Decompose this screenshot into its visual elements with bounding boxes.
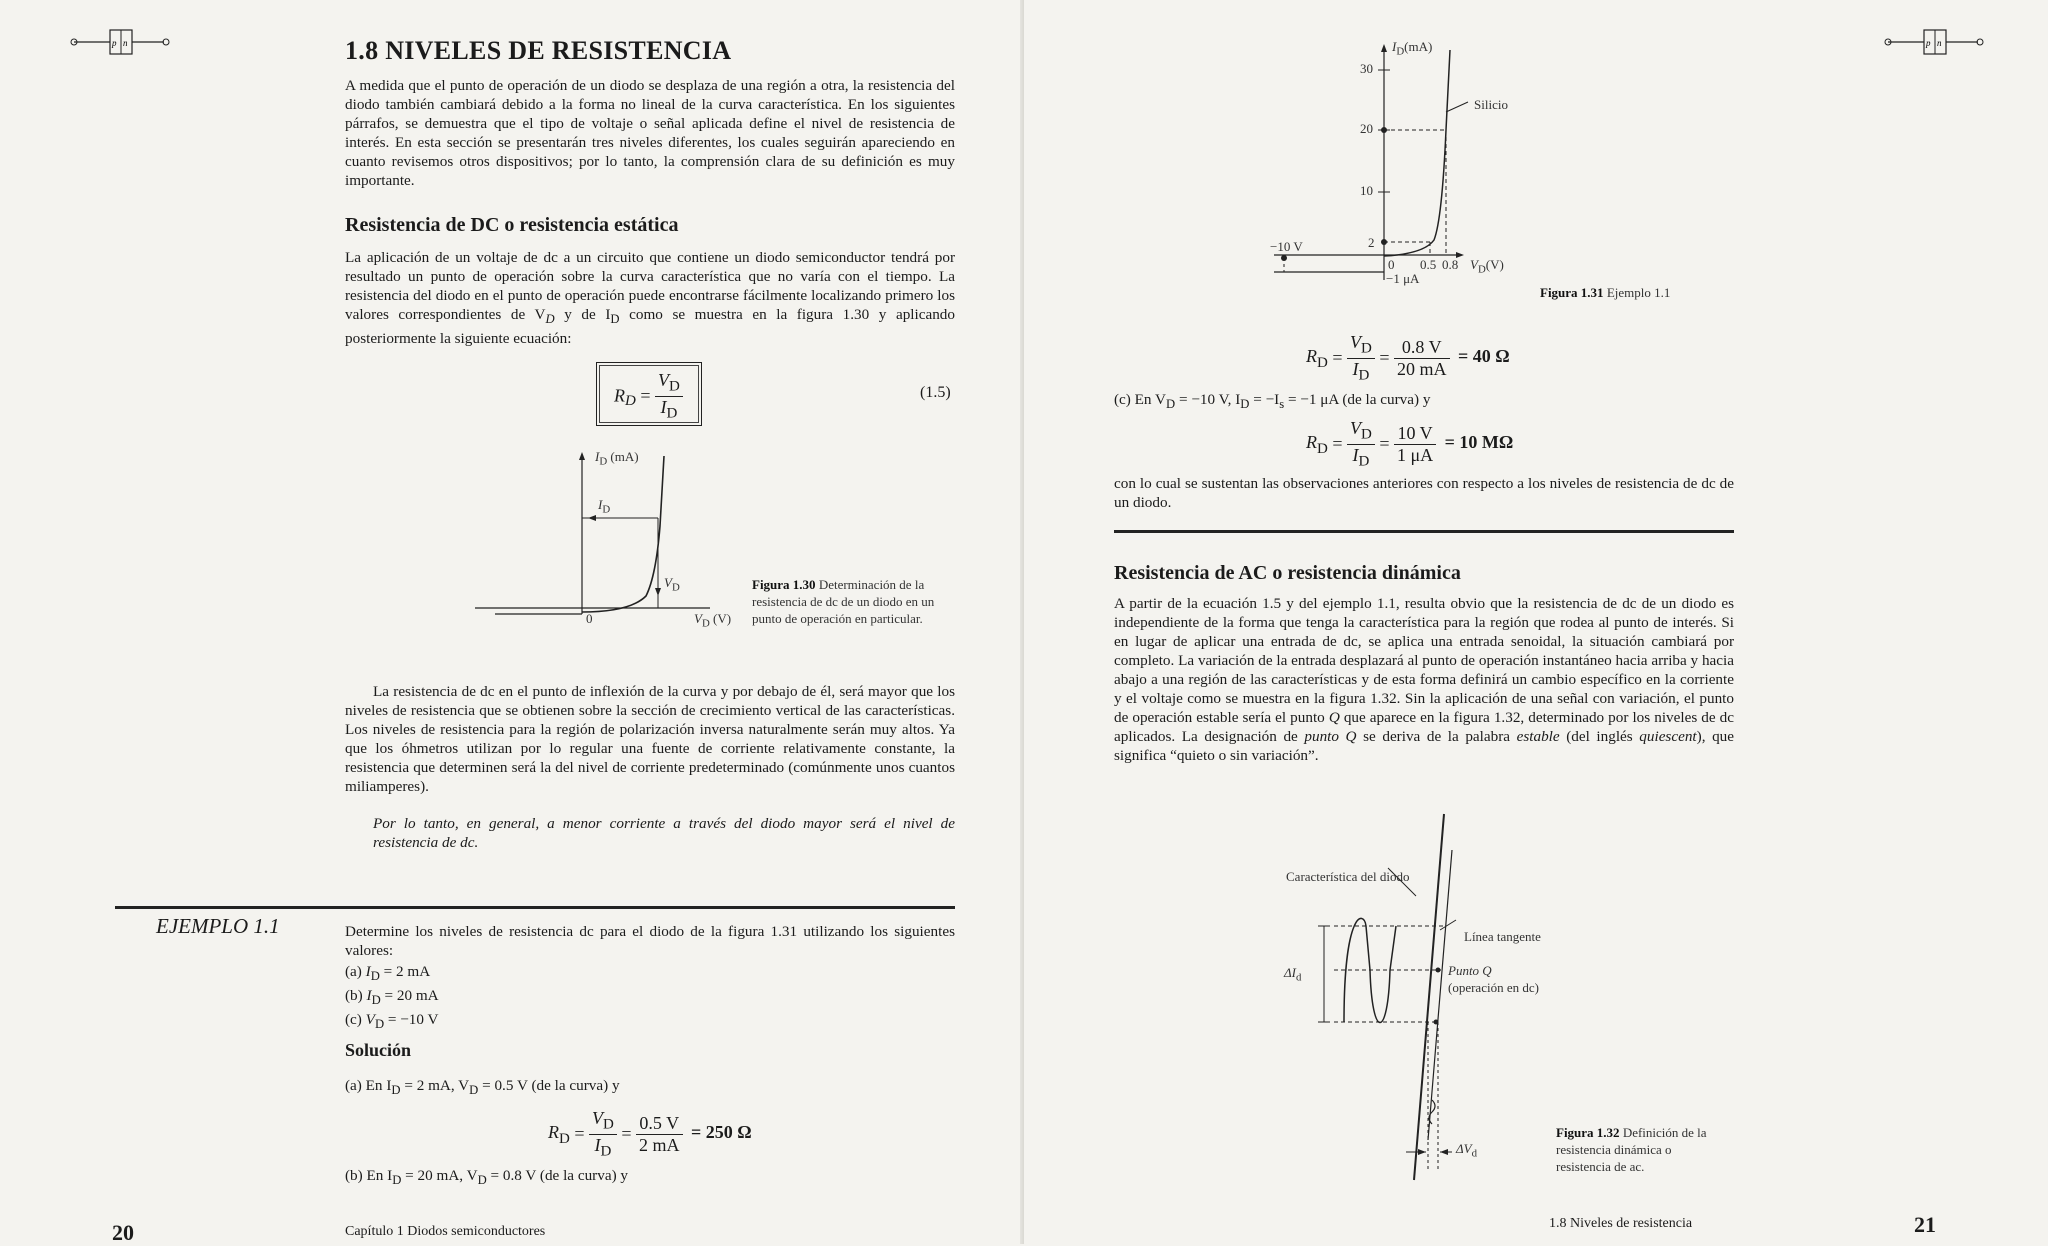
italic-conclusion: Por lo tanto, en general, a menor corriente a través del diodo mayor será el nivel de resistencia de dc.	[373, 815, 955, 851]
fig31-ytick-2: 2	[1368, 235, 1375, 250]
fig32-characteristic-label: Característica del diodo	[1286, 869, 1410, 884]
figure-1-30-chart	[470, 446, 740, 636]
equation-number: (1.5)	[920, 384, 951, 401]
dc-paragraph-2: La resistencia de dc en el punto de inflexión de la curva y por debajo de él, será mayor que los niveles de resistencia que se obtienen sobre la sección de crecimiento vertical de las características. Los niveles de resistencia para la región de polarización inversa naturalmente serán muy altos. Ya que los óhmetros utilizan por lo regular una fuente de corriente relativamente constante, la resistencia que determinen será la del nivel de corriente predeterminado (comúnmente unos cuantos miliamperes).	[345, 683, 955, 795]
fig31-ytick-10: 10	[1360, 183, 1373, 198]
dc-paragraph: La aplicación de un voltaje de dc a un circuito que contiene un diodo semiconductor tendrá por resultado un punto de operación sobre la curva característica que no varía con el tiempo. La resistencia del diodo en el punto de operación puede encontrarse fácilmente localizando primero los valores correspondientes de $V_D$ y de $I_D$ como se muestra en la figura 1.30 y aplicando posteriormente la siguiente ecuación:	[345, 249, 955, 348]
svg-text:p: p	[112, 38, 117, 48]
example-cases	[345, 962, 439, 1034]
example-statement: Determine los niveles de resistencia dc para el diodo de la figura 1.31 utilizando los siguientes valores:	[345, 923, 955, 959]
fig30-origin: 0	[586, 611, 593, 626]
section-title: 1.8 NIVELES DE RESISTENCIA	[345, 36, 732, 65]
svg-text:p: p	[1926, 38, 1931, 48]
ac-resistance-title: Resistencia de AC o resistencia dinámica	[1114, 562, 1461, 584]
fig30-id-label: $I_D$	[598, 497, 611, 516]
figure-1-30-caption: Figura 1.30 Determinación de la resistencia de dc de un diodo en un punto de operación en particular.	[752, 577, 935, 626]
fig31-origin: 0	[1388, 257, 1395, 272]
example-divider	[115, 906, 955, 909]
diode-pn-icon	[70, 24, 170, 64]
equation-c: $R_D$ = $\frac{V_D}{I_D}$ = $\frac{10 V}{1 \mu A}$ = 10 MΩ	[1306, 418, 1514, 470]
svg-text:n: n	[123, 38, 128, 48]
conclusion-paragraph: con lo cual se sustentan las observaciones anteriores con respecto a los niveles de resistencia de dc de un diodo.	[1114, 475, 1734, 511]
fig30-yaxis-label: $I_D$ (mA)	[595, 449, 639, 468]
footer-left: Capítulo 1 Diodos semiconductores	[345, 1224, 546, 1239]
fig31-ytick-20: 20	[1360, 121, 1373, 136]
figure-1-31-caption: Figura 1.31 Ejemplo 1.1	[1540, 285, 1671, 300]
diode-pn-icon	[1884, 24, 1984, 64]
equation-b: $R_D$ = $\frac{V_D}{I_D}$ = $\frac{0.8 V}{20 mA}$ = 40 Ω	[1306, 332, 1510, 384]
ac-paragraph: A partir de la ecuación 1.5 y del ejemplo 1.1, resulta obvio que la resistencia de dc de un diodo es independiente de la forma que tenga la característica para la región que rodea al punto de interés. Si en lugar de aplicar una entrada de dc, se aplica una entrada senoidal, la situación cambiará por completo. La variación de la entrada desplazará al punto de operación instantáneo hacia arriba y hacia abajo a una región de las características y de esta forma definirá un cambio específico en la corriente y el voltaje como se muestra en la figura 1.32. Sin la aplicación de una señal con variación, el punto de operación estable sería el punto Q que aparece en la figura 1.32, determinado por los niveles de dc aplicados. La designación de punto Q se deriva de la palabra estable (del inglés quiescent), que significa “quieto o sin variación”.	[1114, 595, 1735, 764]
page-number-left: 20	[112, 1220, 134, 1245]
fig31-xaxis-label: $V_D(V)$	[1470, 257, 1504, 276]
fig31-xtick-05: 0.5	[1420, 257, 1437, 272]
fig32-q-label: Punto Q (operación en dc)	[1448, 963, 1539, 995]
example-label: EJEMPLO 1.1	[156, 914, 280, 938]
fig31-ytick-30: 30	[1360, 61, 1373, 76]
fig31-neg-v: −10 V	[1270, 239, 1303, 254]
case-a: (a) $I_D = 2$ mA	[345, 963, 431, 984]
fig32-delta-i: $\Delta I_d$	[1284, 965, 1302, 984]
fig31-xtick-08: 0.8	[1442, 257, 1459, 272]
fig31-silicio-label: Silicio	[1474, 97, 1508, 112]
solution-b-text: (b) En $I_D = 20$ mA, $V_D = 0.8$ V (de la curva) y	[345, 1167, 629, 1188]
figure-1-32-diagram	[1304, 810, 1534, 1190]
solution-title: Solución	[345, 1040, 412, 1060]
fig30-vd-label: $V_D$	[664, 575, 680, 594]
footer-right: 1.8 Niveles de resistencia	[1549, 1216, 1693, 1231]
right-page	[1024, 0, 2048, 1244]
fig32-tangent-label: Línea tangente	[1464, 929, 1541, 944]
intro-paragraph: A medida que el punto de operación de un diodo se desplaza de una región a otra, la resistencia del diodo también cambiará debido a la forma no lineal de la curva característica. En los siguientes párrafos, se demuestra que el tipo de voltaje o señal aplicada define el nivel de resistencia de interés. En esta sección se presentarán tres niveles diferentes, los cuales seguirán apareciendo en cuanto revisemos otros dispositivos; por lo tanto, la comprensión clara de su definición es muy importante.	[345, 77, 955, 189]
section-divider	[1114, 530, 1734, 533]
fig30-xaxis-label: $V_D$ (V)	[694, 611, 732, 630]
solution-c-text: (c) En $V_D = -10$ V, $I_D = -I_s = -1$ μA (de la curva) y	[1114, 391, 1431, 412]
svg-text:n: n	[1937, 38, 1942, 48]
fig31-neg-i: −1 μA	[1386, 271, 1420, 286]
dc-resistance-title: Resistencia de DC o resistencia estática	[345, 214, 679, 236]
fig32-delta-v: $\Delta V_d$	[1456, 1141, 1477, 1160]
equation-1-5: $R_D$ = $\frac{V_D}{I_D}$	[614, 370, 683, 422]
case-b: (b) $I_D = 20$ mA	[345, 987, 439, 1008]
equation-a: $R_D$ = $\frac{V_D}{I_D}$ = $\frac{0.5 V}{2 mA}$ = 250 Ω	[548, 1108, 752, 1160]
case-c: (c) $V_D = -10$ V	[345, 1011, 439, 1032]
left-page	[0, 0, 1020, 1244]
figure-1-32-caption: Figura 1.32 Definición de la resistencia dinámica o resistencia de ac.	[1556, 1125, 1707, 1174]
page-number-right: 21	[1914, 1212, 1936, 1237]
fig31-yaxis-label: $I_D(mA)$	[1392, 39, 1433, 58]
solution-a-text: (a) En $I_D = 2$ mA, $V_D = 0.5$ V (de la curva) y	[345, 1077, 620, 1098]
